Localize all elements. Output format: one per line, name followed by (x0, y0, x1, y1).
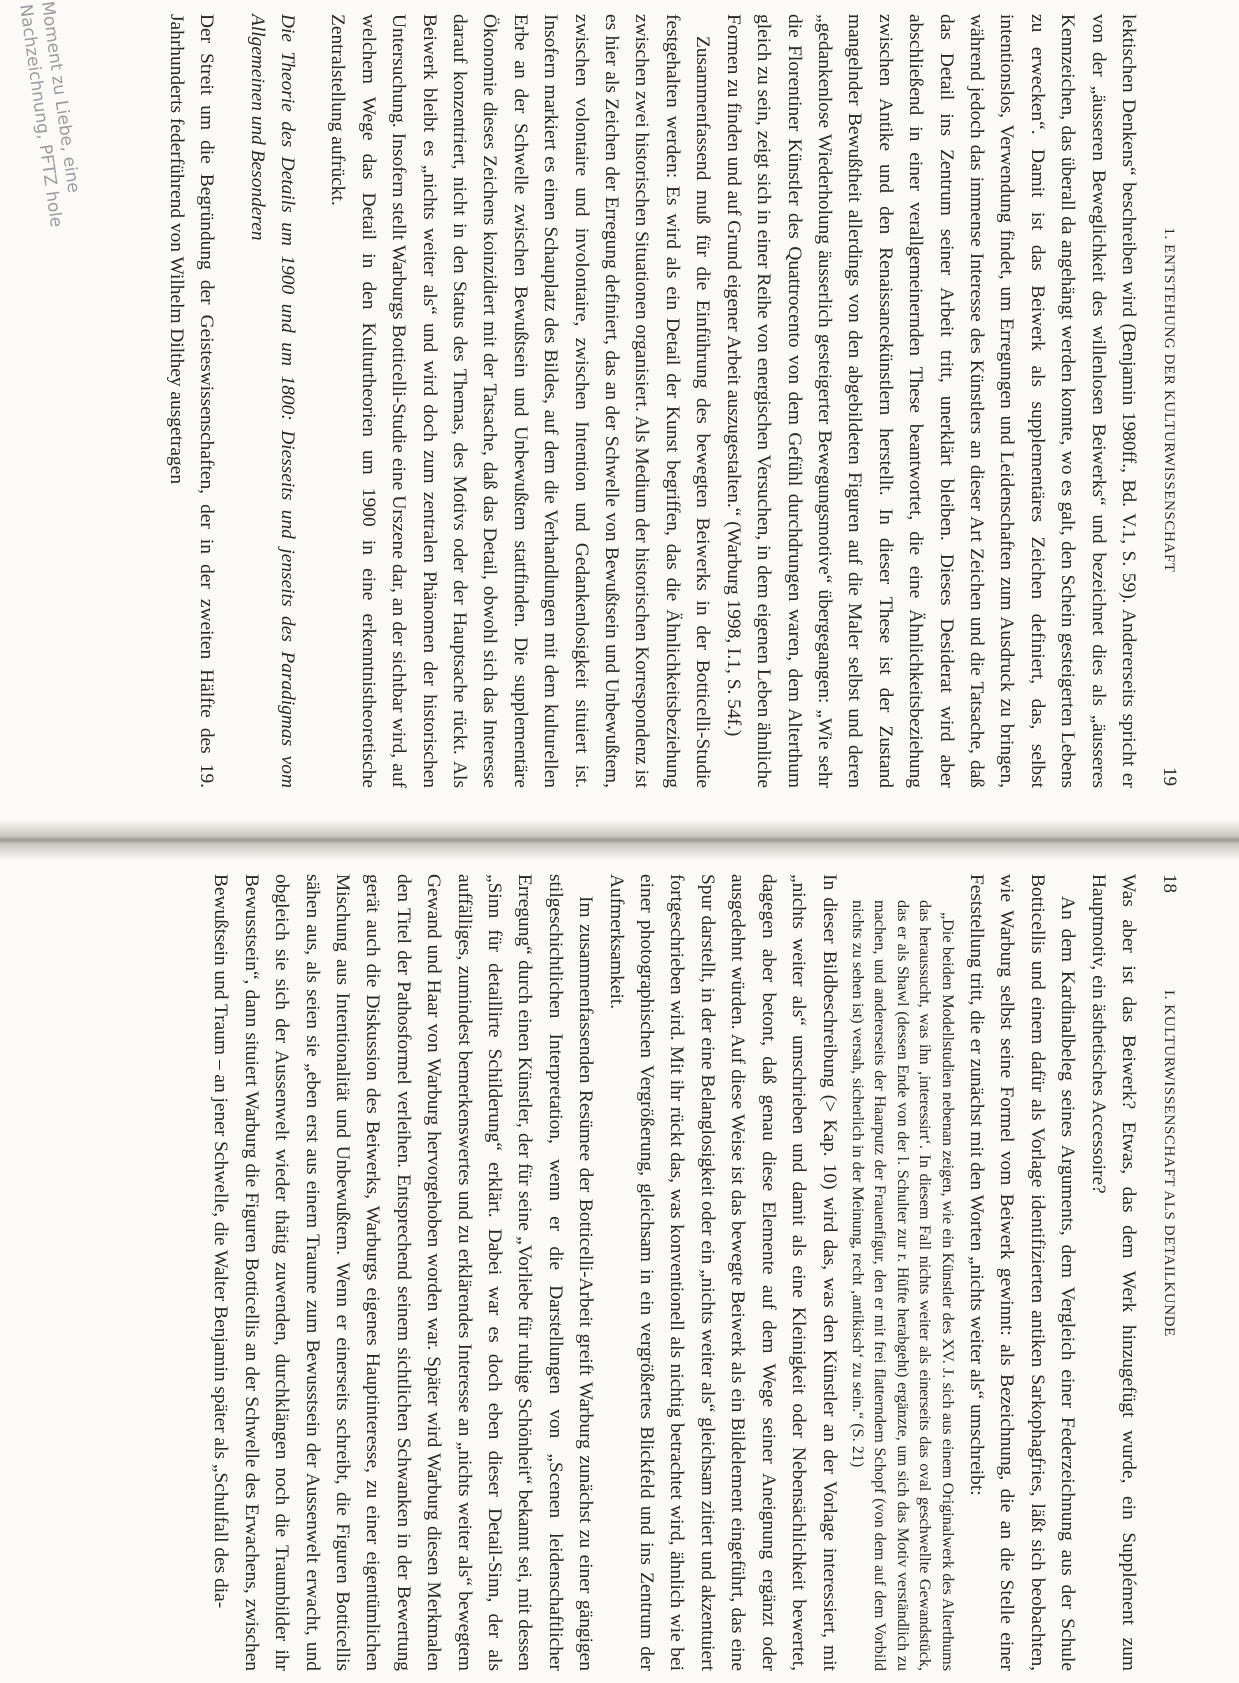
running-head-title: 1. ENTSTEHUNG DER KULTURWISSENSCHAFT (1161, 227, 1177, 573)
right-page-content (0, 0, 1239, 800)
left-page-content (0, 860, 1239, 1683)
running-head-title: I. KULTURWISSENSCHAFT ALS DETAILKUNDE (1161, 990, 1177, 1337)
paragraph: Der Streit um die Begründung der Geisteswissenschaften, der in der zweiten Hälfte des 19. Jahrhunderts federführend von Wilhelm Dilthey ausgetragen (165, 14, 218, 788)
body-text (205, 874, 1143, 1671)
paragraph: lektischen Denkens“ beschreiben wird (Benjamin 1980ff., Bd. V.1, S. 59). Andererseits spricht er von der „äusseren Beweglichkeit des willenlosen Beiwerks“ und bezeichnet dies als „äusseres Kennzeichen, das überall da angehängt werden konnte, wo es galt, den Schein gesteigerten Lebens zu erwecken“. Damit ist das Beiwerk als supplementäres Zeichen definiert, das, selbst intentionslos, Verwendung findet, um Erregungen und Leidenschaften zum Ausdruck zu bringen, während jedoch das immense Interesse des Künstlers an dieser Art Zeichen und die Tatsache, daß das Detail ins Zentrum seiner Arbeit tritt, unerklärt bleiben. Dieses Desiderat wird aber abschließend in einer verallgemeinernden These beantwortet, die eine Ähnlichkeitsbeziehung zwischen Antike und den Renaissancekünstlern herstellt. In dieser These ist der Zustand mangelnder Bewußtheit allerdings von den abgebildeten Figuren auf die Maler selbst und deren „gedankenlose Wiederholung äusserlich gesteigerter Bewegungsmotive“ übergegangen: „Wie sehr die Florentiner Künstler des Quattrocento von dem Gefühl durchdrungen waren, dem Alterthum gleich zu sein, zeigt sich in einer Reihe von energischen Versuchen, in dem eigenen Leben ähnliche Formen zu finden und auf Grund eigener Arbeit auszugestalten.“ (Warburg 1998, I.1, S. 54f.) (722, 14, 1139, 788)
left-page (0, 860, 1239, 1683)
body-text (160, 14, 1143, 788)
paragraph: An dem Kardinalbeleg seines Arguments, dem Vergleich einer Federzeichnung aus der Schule Botticellis und einem dafür als Vorlage identifizierten antiken Sarkophagfries, läßt sich beobachten, wie Warburg selbst seine Formel vom Beiwerk gewinnt: als Bezeichnung, die an die Stelle einer Feststellung tritt, die er zunächst mit den Worten „nichts weiter als“ umschreibt: (965, 874, 1079, 1671)
paragraph: Zusammenfassend muß für die Einführung des bewegten Beiwerks in der Botticelli-Studie festgehalten werden: Es wird als ein Detail der Kunst begriffen, das die Ähnlichkeitsbeziehung zwischen zwei historischen Situationen organisiert. Als Medium der historischen Korrespondenz ist es hier als Zeichen der Erregung definiert, das an der Schwelle von Bewußtsein und Unbewußtem, zwischen volontaire und involontaire, zwischen Intention und Gedankenlosigkeit situiert ist. Insofern markiert es einen Schauplatz des Bildes, auf dem die Verhandlungen mit dem kulturellen Erbe an der Schwelle zwischen Bewußtsein und Unbewußtem stattfinden. Die supplementäre Ökonomie dieses Zeichens koinzidiert mit der Tatsache, daß das Detail, obwohl sich das Interesse darauf konzentriert, nicht in den Status des Themas, des Motivs oder der Hauptsache rückt. Als Beiwerk bleibt es „nichts weiter als“ und wird doch zum zentralen Phänomen der historischen Untersuchung. Insofern stellt Warburgs Botticelli-Studie eine Urszene dar, an der sichtbar wird, auf welchem Wege das Detail in den Kulturtheorien um 1900 in eine erkenntnistheoretische Zentralstellung aufrückt. (327, 14, 714, 788)
section-heading: Die Theorie des Details um 1900 und um 1800: Diesseits und jenseits des Paradigmas vom Allgemeinen und Besonderen (246, 14, 299, 788)
block-quote: „Die beiden Modellstudien nebenan zeigen, wie ein Künstler des XV. J. sich aus einem Originalwerk des Alterthums das heraussucht, was ihn ‚interessirt‘. In diesem Fall nichts weiter als einerseits das oval geschwellte Gewandstück, das er als Shawl (dessen Ende von der l. Schulter zur r. Hüfte herabgeht) ergänzte, um sich das Motiv verständlich zu machen, und andererseits der Haarputz der Frauenfigur, den er mit frei flatterndem Schopf (von dem auf dem Vorbild nichts zu sehen ist) versah, sicherlich in der Meinung, recht ‚antikisch‘ zu sein.“ (S. 21) (848, 900, 957, 1671)
handwritten-margin-note: Moment zu Liebe, eine Nachzeichnung, PFTZ hole (14, 0, 84, 229)
paragraph: In dieser Bildbeschreibung (> Kap. 10) wird das, was den Künstler an der Vorlage interessiert, mit „nichts weiter als“ umschrieben und damit als eine Kleinigkeit oder Nebensächlichkeit bewertet, dagegen aber betont, daß genau diese Elemente auf dem Wege seiner Aneignung ergänzt oder ausgedehnt würden. Auf diese Weise ist das bewegte Beiwerk als ein Bildelement eingeführt, das eine Spur darstellt, in der eine Belanglosigkeit oder ein „nichts weiter als“ gleichsam zitiert und akzentuiert fortgeschrieben wird. Mit ihr rückt das, was konventionell als nichtig betrachtet wird, ähnlich wie bei einer photographischen Vergrößerung, gleichsam in ein vergrößertes Blickfeld und ins Zentrum der Aufmerksamkeit. (605, 874, 840, 1671)
page-number: 19 (1159, 767, 1180, 786)
paragraph: Was aber ist das Beiwerk? Etwas, das dem Werk hinzugefügt wurde, ein Supplément zum Hauptmotiv, ein ästhetisches Accessoire? (1087, 874, 1139, 1671)
page-number: 18 (1159, 874, 1180, 893)
paragraph: Im zusammenfassenden Resümee der Botticelli-Arbeit greift Warburg zunächst zu einer gängigen stilgeschichtlichen Interpretation, wenn er die Darstellungen von „Scenen leidenschaftlicher Erregung“ durch einen Künstler, der für seine „Vorliebe für ruhige Schönheit“ bekannt sei, mit dessen „Sinn für detaillirte Schilderung“ erklärt. Dabei war es doch eben dieser Detail-Sinn, der als auffälliges, zumindest bemerkenswertes und zu erklärendes Interesse an „nichts weiter als“ bewegtem Gewand und Haar von Warburg hervorgehoben worden war. Später wird Warburg diesen Merkmalen den Titel der Pathosformel verleihen. Entsprechend seinem sichtlichen Schwanken in der Bewertung gerät auch die Diskussion des Beiwerks, Warburgs eigenes Hauptinteresse, zu einer eigentümlichen Mischung aus Intentionalität und Unbewußtem. Wenn er einerseits schreibt, die Figuren Botticellis sähen aus, als seien sie „eben erst aus einem Traume zum Bewusstsein der Aussenwelt erwacht, und obgleich sie sich der Aussenwelt wieder thätig zuwenden, durchklängen noch die Traumbilder ihr Bewusstsein“, dann situiert Warburg die Figuren Botticellis an der Schwelle des Erwachens, zwischen Bewußtsein und Traum – an jener Schwelle, die Walter Benjamin später als „Schulfall des dia- (210, 874, 597, 1671)
book-gutter (0, 820, 1239, 860)
right-page (0, 0, 1239, 820)
